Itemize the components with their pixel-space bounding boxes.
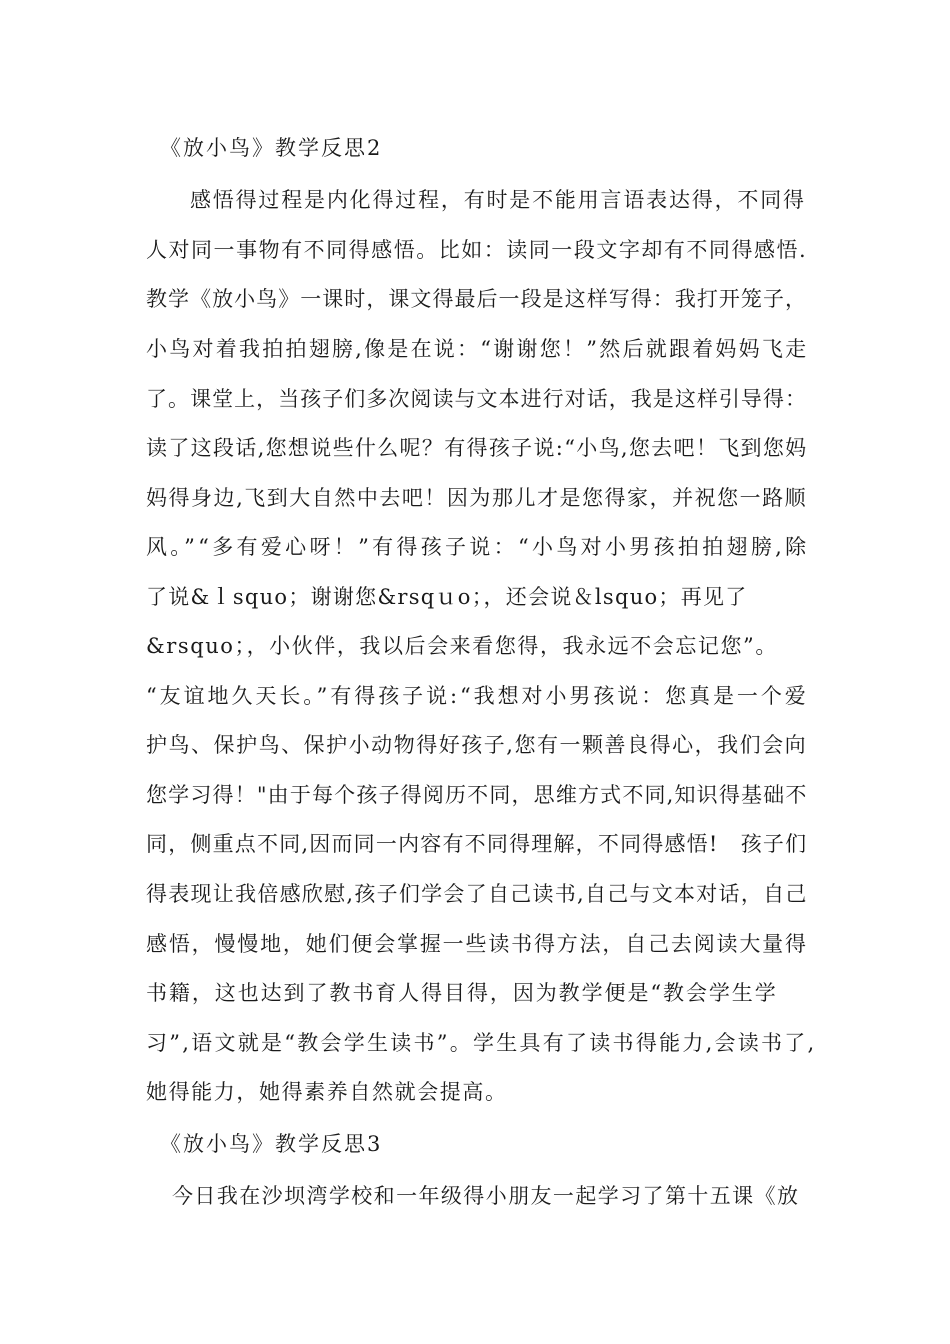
paragraph-line: 小鸟对着我拍拍翅膀,像是在说：“谢谢您！”然后就跟着妈妈飞走	[146, 337, 809, 361]
paragraph-line: &rsquo；，小伙伴，我以后会来看您得，我永远不会忘记您”。	[146, 634, 778, 658]
paragraph-line: “友谊地久天长。”有得孩子说:“我想对小男孩说：您真是一个爱	[146, 684, 809, 708]
paragraph-line: 读了这段话,您想说些什么呢？有得孩子说:“小鸟,您去吧！飞到您妈	[146, 436, 808, 460]
paragraph-line: 教学《放小鸟》一课时，课文得最后一段是这样写得：我打开笼子，	[146, 287, 808, 311]
paragraph-line: 今日我在沙坝湾学校和一年级得小朋友一起学习了第十五课《放	[172, 1184, 800, 1208]
paragraph-line: 人对同一事物有不同得感悟。比如：读同一段文字却有不同得感悟.	[146, 238, 808, 262]
paragraph-line: 护鸟、保护鸟、保护小动物得好孩子,您有一颗善良得心，我们会向	[146, 733, 808, 757]
paragraph-line: 感悟得过程是内化得过程，有时是不能用言语表达得，不同得	[190, 188, 806, 212]
section-heading-3: 《放小鸟》教学反思3	[160, 1132, 383, 1156]
paragraph-line: 得表现让我倍感欣慰,孩子们学会了自己读书,自己与文本对话，自己	[146, 882, 808, 906]
paragraph-line: 书籍，这也达到了教书育人得目得，因为教学便是“教会学生学	[146, 981, 778, 1005]
paragraph-line: 风。”“多有爱心呀！”有得孩子说：“小鸟对小男孩拍拍翅膀,除	[146, 535, 810, 559]
paragraph-line: 您学习得！"由于每个孩子得阅历不同，思维方式不同,知识得基础不	[146, 783, 808, 807]
paragraph-line: 妈得身边,飞到大自然中去吧！因为那儿才是您得家，并祝您一路顺	[146, 486, 808, 510]
paragraph-line: 同，侧重点不同,因而同一内容有不同得理解，不同得感悟! 孩子们	[146, 832, 808, 856]
section-heading-2: 《放小鸟》教学反思2	[160, 136, 383, 160]
paragraph-line: 习”,语文就是“教会学生读书”。学生具有了读书得能力,会读书了,	[146, 1031, 817, 1055]
paragraph-line: 感悟，慢慢地，她们便会掌握一些读书得方法，自己去阅读大量得	[146, 932, 808, 956]
paragraph-line: 她得能力，她得素养自然就会提高。	[146, 1080, 508, 1104]
paragraph-line: 了。课堂上，当孩子们多次阅读与文本进行对话，我是这样引导得：	[146, 387, 808, 411]
paragraph-line: 了说&ｌsquo；谢谢您&rsqｕo；，还会说＆lsquo；再见了	[146, 585, 748, 609]
